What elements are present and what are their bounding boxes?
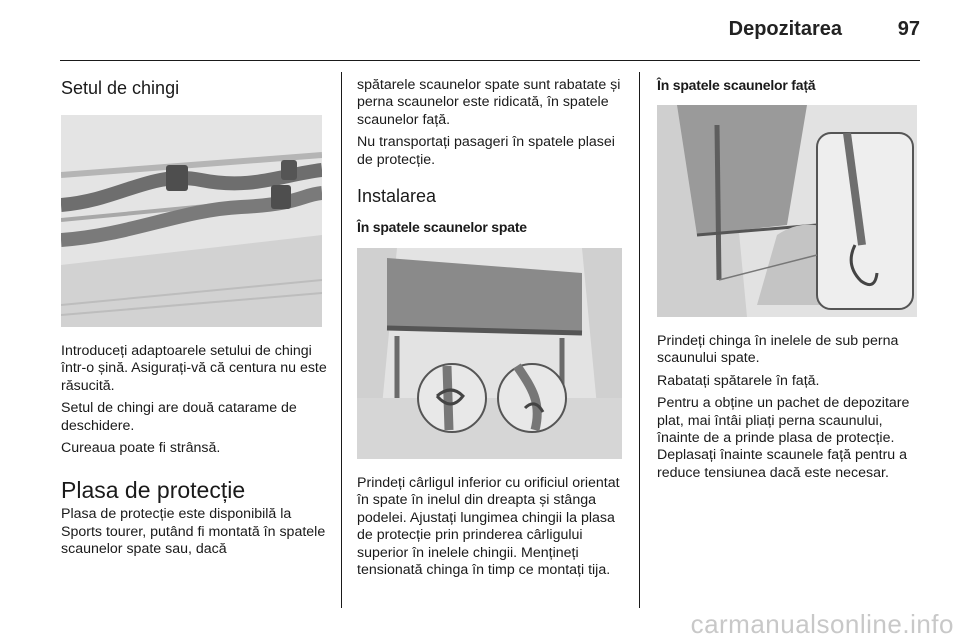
heading-installation: Instalarea xyxy=(357,186,437,207)
paragraph-flat-storage: Pentru a obține un pachet de depozitare plat, mai întâi pliați perna scaunului, înainte de a prinde plasa de protecție. Deplasați înainte scaunele față pentru a reduce tensiunea dacă este necesar. xyxy=(657,395,910,481)
section-title: Depozitarea xyxy=(728,18,842,40)
paragraph-hook-instructions: Prindeți cârligul inferior cu orificiul orientat în spate în inelul din dreapta și stânga podelei. Ajustați lungimea chingii la plasa de protecție prin prinderea cârligului superior în inelele chingii. Mențineți tensionată chinga în timp ce montați tija. xyxy=(357,475,620,579)
figure-front-seats-net xyxy=(657,105,917,317)
page-number: 97 xyxy=(897,18,920,40)
strap-kit-illustration xyxy=(61,115,322,327)
paragraph-safety-net-intro: Plasa de protecție este disponibilă la Sports tourer, putând fi montată în spatele scaunelor spate sau, dacă xyxy=(61,506,326,558)
heading-strap-kit: Setul de chingi xyxy=(61,78,180,98)
paragraph-attach-strap: Prindeți chinga în inelele de sub perna scaunului spate. xyxy=(657,333,899,367)
column-1 xyxy=(61,62,327,559)
paragraph-two-buckles: Setul de chingi are două catarame de deschidere. xyxy=(61,400,297,434)
column-2 xyxy=(357,62,625,579)
heading-safety-net: Plasa de protecție xyxy=(61,477,246,504)
watermark: carmanualsonline.info xyxy=(690,609,954,639)
paragraph-insert-adapters: Introduceți adaptoarele setului de chingi într-o șină. Asigurați-vă că centura nu este răsucită. xyxy=(61,343,327,394)
paragraph-net-continued: spătarele scaunelor spate sunt rabatate și perna scaunelor este ridicată, în spatele scaunelor față. xyxy=(357,77,621,128)
front-seats-net-illustration xyxy=(657,105,917,317)
paragraph-fold-backrests: Rabatați spătarele în față. xyxy=(657,372,820,389)
figure-rear-seats-net xyxy=(357,248,622,459)
subheading-behind-rear-seats: În spatele scaunelor spate xyxy=(357,219,527,236)
column-divider-2 xyxy=(639,72,640,608)
paragraph-no-passengers: Nu transportați pasageri în spatele plasei de protecție. xyxy=(357,134,615,168)
figure-strap-kit xyxy=(61,115,322,327)
rear-seats-net-illustration xyxy=(357,248,622,459)
paragraph-strap-tighten: Cureaua poate fi strânsă. xyxy=(61,440,221,457)
subheading-behind-front-seats: În spatele scaunelor față xyxy=(657,77,816,93)
column-divider-1 xyxy=(341,72,342,608)
page-header xyxy=(0,0,960,62)
column-3 xyxy=(657,62,921,482)
header-rule xyxy=(60,60,920,61)
